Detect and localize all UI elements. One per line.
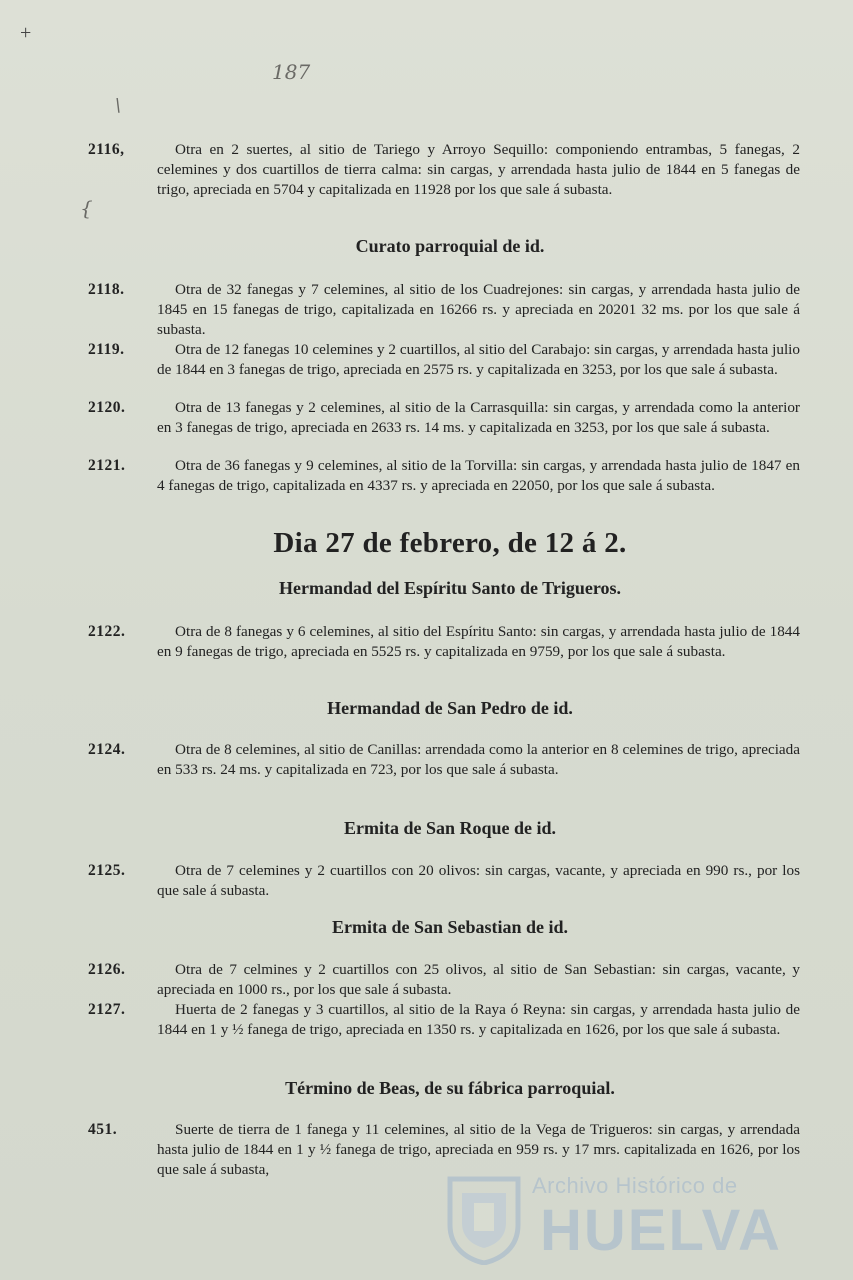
entry-2125 <box>88 861 800 901</box>
section-heading-beas: Término de Beas, de su fábrica parroquial. <box>285 1078 615 1098</box>
entry-number: 2122. <box>88 623 126 640</box>
entry-number: 2125. <box>88 862 126 879</box>
ink-tick-mark: \ <box>115 95 122 116</box>
date-heading: Dia 27 de febrero, de 12 á 2. <box>273 527 627 559</box>
handwritten-page-number: 187 <box>272 60 311 84</box>
entry-number: 2124. <box>88 741 126 758</box>
entry-text: Otra de 8 celemines, al sitio de Canillas: arrendada como la anterior en 8 celemines de trigo, apreciada en 533 rs. 24 ms. y capitalizada en 723, por los que sale á subasta. <box>157 741 800 778</box>
entry-2116 <box>88 140 800 199</box>
section-heading-espiritu-santo: Hermandad del Espíritu Santo de Trigueros. <box>278 578 622 598</box>
entry-number: 2120. <box>88 399 126 416</box>
entry-text: Suerte de tierra de 1 fanega y 11 celemines, al sitio de la Vega de Trigueros: sin cargas, y arrendada hasta julio de 1844 en 1 y ½ fanega de trigo, apreciada en 959 rs. y 17 mrs. capitalizada en 1626, por los que sale á subasta, <box>157 1121 800 1178</box>
watermark-main-text: HUELVA <box>540 1198 782 1263</box>
entry-2120 <box>88 398 800 438</box>
archive-shield-icon <box>444 1173 524 1265</box>
entry-text: Otra de 7 celmines y 2 cuartillos con 25 olivos, al sitio de San Sebastian: sin cargas, vacante, y apreciada en 1000 rs., por los que sale á subasta. <box>157 961 800 998</box>
entry-number: 2119. <box>88 341 125 358</box>
entry-number: 2121. <box>88 457 126 474</box>
ink-brace-mark: { <box>80 196 93 220</box>
entry-text: Otra de 7 celemines y 2 cuartillos con 20 olivos: sin cargas, vacante, y apreciada en 990 rs., por los que sale á subasta. <box>157 862 800 899</box>
archive-watermark <box>436 1165 796 1270</box>
entry-2126 <box>88 960 800 1000</box>
entry-text: Otra de 36 fanegas y 9 celemines, al sitio de la Torvilla: sin cargas, y arrendada hasta julio de 1847 en 4 fanegas de trigo, capitalizada en 4337 rs. y apreciada en 22050, por los que sale á subasta. <box>157 457 800 494</box>
entry-2124 <box>88 740 800 780</box>
entry-2119 <box>88 340 800 380</box>
entry-text: Otra de 32 fanegas y 7 celemines, al sitio de los Cuadrejones: sin cargas, y arrendada hasta julio de 1845 en 15 fanegas de trigo, capitalizada en 16266 rs. y apreciada en 20201 32 ms. por los que sale á subasta. <box>157 281 800 338</box>
section-heading-curato: Curato parroquial de id. <box>355 236 545 256</box>
entry-text: Otra de 12 fanegas 10 celemines y 2 cuartillos, al sitio del Carabajo: sin cargas, y arrendada hasta julio de 1844 en 3 fanegas de trigo, apreciada en 2575 rs. y capitalizada en 3253, por los que sale á subasta. <box>157 341 800 378</box>
section-heading-san-sebastian: Ermita de San Sebastian de id. <box>331 917 569 937</box>
entry-number: 451. <box>88 1121 118 1138</box>
entry-number: 2126. <box>88 961 126 978</box>
entry-text: Otra de 13 fanegas y 2 celemines, al sitio de la Carrasquilla: sin cargas, y arrendada como la anterior en 3 fanegas de trigo, apreciada en 2633 rs. 14 ms. y capitalizada en 3253, por los que sale á subasta. <box>157 399 800 436</box>
entry-2121 <box>88 456 800 496</box>
ink-cross-mark: + <box>20 22 32 44</box>
section-heading-san-pedro: Hermandad de San Pedro de id. <box>327 698 573 718</box>
entry-2118 <box>88 280 800 339</box>
entry-number: 2116, <box>88 141 125 158</box>
entry-2127 <box>88 1000 800 1040</box>
entry-text: Otra en 2 suertes, al sitio de Tariego y Arroyo Sequillo: componiendo entrambas, 5 fanegas, 2 celemines y dos cuartillos de tierra calma: sin cargas, y arrendada hasta julio de 1844 en 5 fanegas de trigo, apreciada en 5704 y capitalizada en 11928 por los que sale á subasta. <box>157 141 800 198</box>
section-heading-san-roque: Ermita de San Roque de id. <box>343 818 557 838</box>
watermark-top-text: Archivo Histórico de <box>532 1173 738 1198</box>
entry-2122 <box>88 622 800 662</box>
entry-number: 2118. <box>88 281 125 298</box>
entry-text: Otra de 8 fanegas y 6 celemines, al sitio del Espíritu Santo: sin cargas, y arrendada hasta julio de 1844 en 9 fanegas de trigo, apreciada en 5525 rs. y capitalizada en 9759, por los que sale á subasta. <box>157 623 800 660</box>
entry-text: Huerta de 2 fanegas y 3 cuartillos, al sitio de la Raya ó Reyna: sin cargas, y arrendada hasta julio de 1844 en 1 y ½ fanega de trigo, apreciada en 1350 rs. y capitalizada en 1626, por los que sale á subasta. <box>157 1001 800 1038</box>
entry-number: 2127. <box>88 1001 126 1018</box>
